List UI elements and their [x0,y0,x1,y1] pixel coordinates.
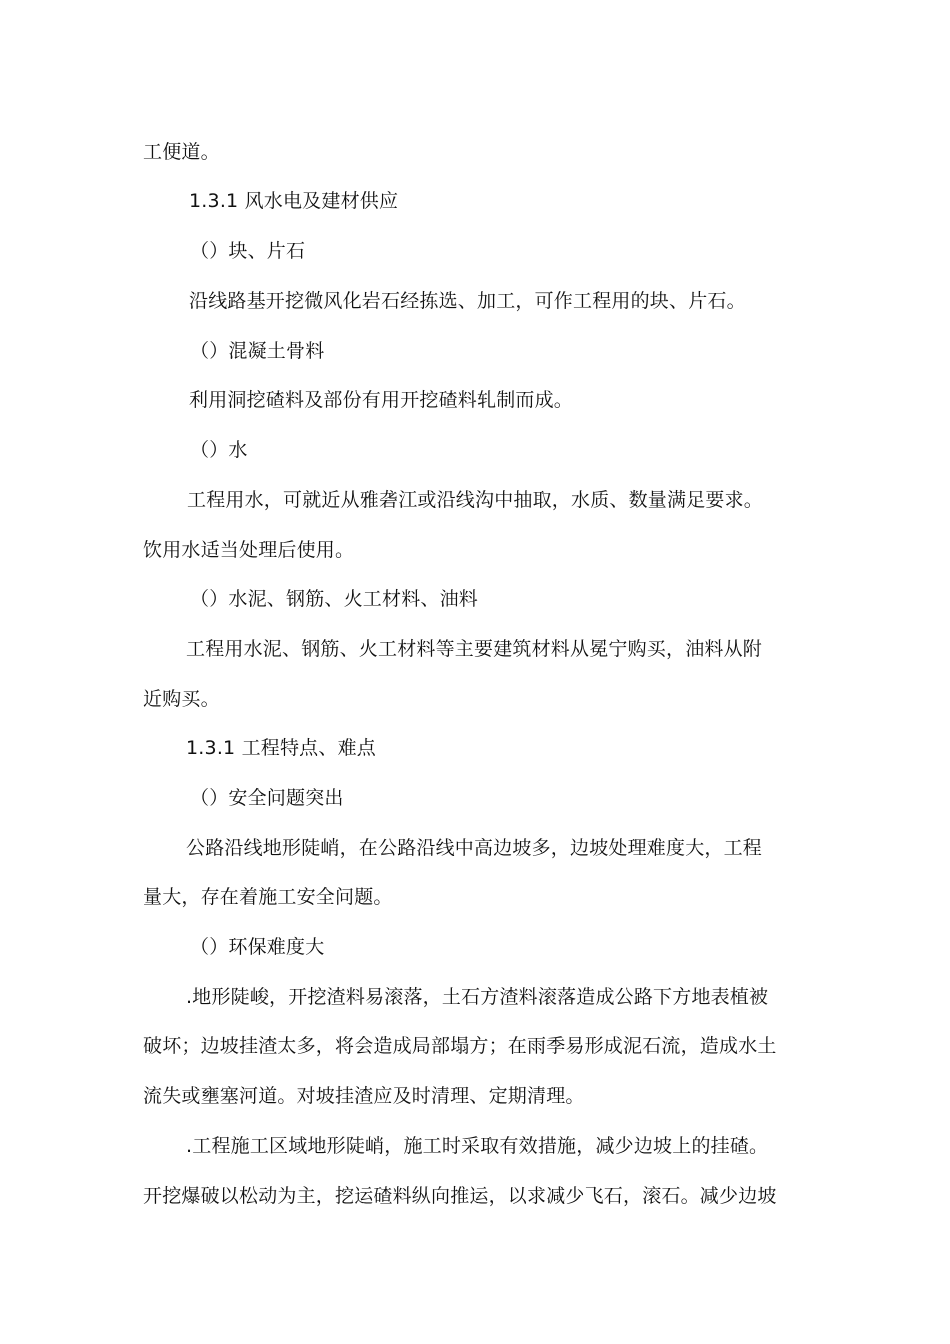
subheading-environment: （）环保难度大 [190,936,325,958]
subheading-aggregate: （）混凝土骨料 [190,340,325,362]
section-heading-features: 1.3.1 工程特点、难点 [186,737,376,759]
paragraph-aggregate: 利用洞挖碴料及部份有用开挖碴料轧制而成。 [189,389,574,411]
paragraph-environment-line1: .地形陡峻，开挖渣料易滚落，土石方渣料滚落造成公路下方地表植被 [186,986,769,1008]
paragraph-water-line2: 饮用水适当处理后使用。 [143,539,355,561]
paragraph-water-line1: 工程用水，可就近从雅砻江或沿线沟中抽取，水质、数量满足要求。 [187,489,764,511]
paragraph-environment-line2: 破坏；边坡挂渣太多，将会造成局部塌方；在雨季易形成泥石流，造成水土 [143,1035,777,1057]
section-heading-supply: 1.3.1 风水电及建材供应 [189,190,399,212]
paragraph-safety-line2: 量大，存在着施工安全问题。 [143,886,393,908]
paragraph-materials-line1: 工程用水泥、钢筋、火工材料等主要建筑材料从冕宁购买，油料从附 [186,638,763,660]
paragraph-stone: 沿线路基开挖微风化岩石经拣选、加工，可作工程用的块、片石。 [189,290,746,312]
paragraph-construction-line2: 开挖爆破以松动为主，挖运碴料纵向推运，以求减少飞石，滚石。减少边坡 [143,1185,777,1207]
subheading-safety: （）安全问题突出 [190,787,344,809]
paragraph-construction-line1: .工程施工区域地形陡峭，施工时采取有效措施，减少边坡上的挂碴。 [186,1135,769,1157]
subheading-materials: （）水泥、钢筋、火工材料、油料 [190,588,479,610]
subheading-water: （）水 [190,439,248,461]
paragraph-materials-line2: 近购买。 [143,688,220,710]
paragraph-safety-line1: 公路沿线地形陡峭，在公路沿线中高边坡多，边坡处理难度大，工程 [186,837,763,859]
paragraph-continuation: 工便道。 [143,141,220,163]
subheading-stone: （）块、片石 [190,240,306,262]
paragraph-environment-line3: 流失或壅塞河道。对坡挂渣应及时清理、定期清理。 [143,1085,585,1107]
